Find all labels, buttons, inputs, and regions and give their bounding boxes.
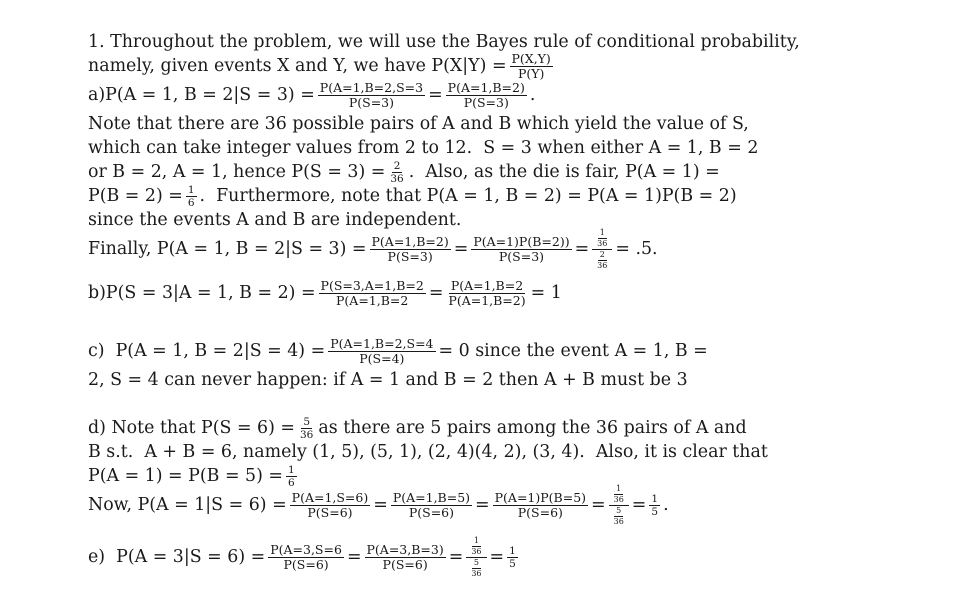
part-c-text: 2, S = 4 can never happen: if A = 1 and B = 2 then A + B must be 3 bbox=[88, 370, 688, 390]
fraction-denominator: P(S=6) bbox=[517, 504, 563, 520]
part-b-fraction-2 bbox=[446, 277, 527, 308]
bayes-rule-fraction bbox=[510, 50, 553, 81]
equals-sign: = bbox=[373, 495, 388, 515]
inner-fraction bbox=[469, 559, 483, 578]
result-text: = .5. bbox=[615, 239, 658, 259]
fraction-numerator: P(A=1)P(B=5) bbox=[494, 489, 587, 505]
fraction-numerator: P(A=1,B=2) bbox=[447, 79, 525, 95]
fraction-denominator: 36 bbox=[613, 516, 624, 526]
part-a-note-line-5 bbox=[88, 208, 808, 232]
fraction-numerator: P(S=3,A=1,B=2 bbox=[320, 277, 424, 293]
period: . bbox=[529, 85, 536, 105]
fraction-denominator: P(S=3) bbox=[463, 94, 509, 110]
part-c-lhs: c) P(A = 1, B = 2|S = 4) = bbox=[88, 341, 326, 361]
period: . bbox=[663, 495, 669, 515]
note-text: . Furthermore, note that P(A = 1, B = 2) = P(A = 1)P(B = 2) bbox=[199, 186, 737, 206]
fraction-numerator: P(A=1,B=2,S=4 bbox=[330, 335, 434, 351]
part-e-fraction-2 bbox=[365, 541, 446, 572]
fraction-denominator: 5 bbox=[509, 557, 516, 570]
fraction-1-over-5 bbox=[507, 546, 518, 569]
fraction-denominator: P(S=3) bbox=[348, 94, 394, 110]
fraction-1-over-6 bbox=[286, 465, 297, 488]
inner-fraction bbox=[612, 507, 626, 526]
equals-sign: = bbox=[574, 239, 590, 259]
finally-fraction-2 bbox=[471, 233, 571, 264]
fraction-numerator: 5 bbox=[616, 505, 622, 515]
fraction-denominator: 36 bbox=[471, 568, 482, 578]
now-fraction-3 bbox=[493, 489, 588, 520]
fraction-denominator: P(S=3) bbox=[498, 248, 545, 264]
intro-line-2 bbox=[88, 50, 808, 81]
fraction-denominator: 36 bbox=[597, 238, 608, 248]
fraction-denominator bbox=[466, 558, 486, 578]
part-b-fraction-1 bbox=[319, 277, 426, 308]
finally-fraction-1 bbox=[370, 233, 451, 264]
fraction-numerator: 1 bbox=[473, 535, 479, 545]
fraction-numerator: P(A=1,S=6) bbox=[291, 489, 369, 505]
now-lhs: Now, P(A = 1|S = 6) = bbox=[88, 495, 287, 515]
note-text: since the events A and B are independent. bbox=[88, 210, 462, 230]
part-c-line-2 bbox=[88, 368, 808, 392]
result-text: = 1 bbox=[530, 283, 562, 303]
fraction-numerator: P(X,Y) bbox=[511, 50, 551, 66]
part-d-now-equation bbox=[88, 483, 808, 526]
finally-equation bbox=[88, 227, 808, 270]
fraction-numerator bbox=[466, 537, 486, 558]
part-e-equation bbox=[88, 535, 808, 578]
now-fraction-1 bbox=[290, 489, 371, 520]
part-e-fraction-1 bbox=[268, 541, 344, 572]
part-c-equation bbox=[88, 334, 808, 368]
part-a-equation bbox=[88, 78, 808, 112]
part-d-text: P(A = 1) = P(B = 5) = bbox=[88, 466, 283, 486]
part-d-line-3 bbox=[88, 464, 808, 488]
fraction-numerator: 1 bbox=[599, 227, 605, 237]
fraction-numerator: 1 bbox=[288, 463, 295, 476]
fraction-numerator: 1 bbox=[187, 183, 195, 196]
fraction-numerator: 2 bbox=[599, 249, 605, 259]
inner-fraction bbox=[595, 251, 609, 270]
part-d-text: as there are 5 pairs among the 36 pairs of A and bbox=[318, 418, 747, 438]
fraction-denominator: P(Y) bbox=[517, 65, 545, 81]
inner-fraction bbox=[612, 485, 626, 504]
part-e-nested-fraction bbox=[466, 537, 486, 578]
fraction-denominator bbox=[592, 250, 612, 270]
fraction-numerator bbox=[609, 485, 629, 506]
fraction-numerator: 5 bbox=[473, 557, 479, 567]
equals-sign: = bbox=[591, 495, 606, 515]
part-d-line-1 bbox=[88, 416, 808, 440]
fraction-denominator: 6 bbox=[288, 476, 295, 489]
fraction-denominator: P(S=6) bbox=[382, 556, 428, 572]
fraction-denominator: 36 bbox=[471, 546, 482, 556]
part-a-note-line-3 bbox=[88, 160, 808, 184]
part-a-note-line-4 bbox=[88, 184, 808, 208]
fraction-denominator: P(S=6) bbox=[408, 504, 455, 520]
fraction-denominator: P(A=1,B=2) bbox=[448, 292, 526, 308]
fraction-numerator: 1 bbox=[509, 544, 516, 557]
inner-fraction bbox=[469, 537, 483, 556]
part-b-lhs: b)P(S = 3|A = 1, B = 2) = bbox=[88, 283, 316, 303]
fraction-numerator bbox=[592, 229, 612, 250]
part-d-line-2 bbox=[88, 440, 808, 464]
equals-sign: = bbox=[428, 85, 443, 105]
equals-sign: = bbox=[453, 239, 469, 259]
equals-sign: = bbox=[631, 495, 647, 515]
note-text: . Also, as the die is fair, P(A = 1) = bbox=[408, 162, 720, 182]
fraction-numerator: P(A=1,B=5) bbox=[392, 489, 471, 505]
inner-fraction bbox=[595, 229, 609, 248]
equals-sign: = bbox=[475, 495, 490, 515]
document-body bbox=[88, 30, 808, 578]
fraction-numerator: P(A=1,B=2,S=3 bbox=[319, 79, 424, 95]
part-c-text: = 0 since the event A = 1, B = bbox=[438, 341, 708, 361]
fraction-numerator: 1 bbox=[651, 492, 659, 505]
part-c-fraction bbox=[328, 335, 435, 366]
part-d-text: d) Note that P(S = 6) = bbox=[88, 418, 295, 438]
fraction-numerator: P(A=3,S=6 bbox=[270, 541, 342, 557]
equals-sign: = bbox=[428, 283, 444, 303]
fraction-denominator: 6 bbox=[187, 196, 195, 209]
note-text: which can take integer values from 2 to 12. S = 3 when either A = 1, B = 2 bbox=[88, 138, 759, 158]
fraction-numerator: 2 bbox=[393, 159, 401, 172]
now-fraction-2 bbox=[391, 489, 472, 520]
fraction-1-over-5 bbox=[649, 494, 660, 517]
note-text: or B = 2, A = 1, hence P(S = 3) = bbox=[88, 162, 386, 182]
part-d-text: B s.t. A + B = 6, namely (1, 5), (5, 1), (2, 4)(4, 2), (3, 4). Also, it is clear that bbox=[88, 442, 768, 462]
fraction-denominator: P(S=6) bbox=[307, 504, 353, 520]
fraction-numerator: P(A=1,B=2 bbox=[450, 277, 524, 293]
fraction-denominator: 36 bbox=[300, 428, 314, 441]
intro-line-1 bbox=[88, 30, 808, 54]
fraction-1-over-6 bbox=[186, 185, 197, 208]
equals-sign: = bbox=[489, 547, 505, 567]
part-e-lhs: e) P(A = 3|S = 6) = bbox=[88, 547, 266, 567]
finally-nested-fraction bbox=[592, 229, 612, 270]
fraction-numerator: P(A=1,B=2) bbox=[371, 233, 449, 249]
now-nested-fraction bbox=[609, 485, 629, 526]
part-a-note-line-1 bbox=[88, 112, 808, 136]
finally-lhs: Finally, P(A = 1, B = 2|S = 3) = bbox=[88, 239, 367, 259]
fraction-denominator: 36 bbox=[597, 260, 608, 270]
fraction-5-over-36 bbox=[298, 417, 315, 440]
note-text: P(B = 2) = bbox=[88, 186, 183, 206]
note-text: Note that there are 36 possible pairs of A and B which yield the value of S, bbox=[88, 114, 749, 134]
equals-sign: = bbox=[448, 547, 464, 567]
fraction-numerator: P(A=1)P(B=2)) bbox=[473, 233, 570, 249]
part-a-lhs: a)P(A = 1, B = 2|S = 3) = bbox=[88, 85, 315, 105]
fraction-denominator: 36 bbox=[613, 494, 624, 504]
part-a-fraction-2 bbox=[446, 79, 527, 110]
fraction-denominator: P(A=1,B=2 bbox=[336, 292, 409, 308]
intro-text: 1. Throughout the problem, we will use the Bayes rule of conditional probability, bbox=[88, 32, 800, 52]
part-a-note-line-2 bbox=[88, 136, 808, 160]
equals-sign: = bbox=[346, 547, 362, 567]
part-a-fraction-1 bbox=[318, 79, 425, 110]
bayes-rule-text: namely, given events X and Y, we have P(X|Y) = bbox=[88, 56, 507, 76]
fraction-numerator: P(A=3,B=3) bbox=[366, 541, 444, 557]
fraction-denominator: P(S=4) bbox=[359, 350, 405, 366]
fraction-2-over-36 bbox=[388, 161, 405, 184]
part-b-equation bbox=[88, 276, 808, 310]
fraction-denominator bbox=[609, 506, 629, 526]
fraction-numerator: 5 bbox=[303, 415, 311, 428]
fraction-denominator: 5 bbox=[651, 505, 659, 518]
fraction-denominator: P(S=3) bbox=[387, 248, 433, 264]
fraction-denominator: P(S=6) bbox=[283, 556, 329, 572]
fraction-numerator: 1 bbox=[616, 483, 622, 493]
fraction-denominator: 36 bbox=[390, 172, 404, 185]
